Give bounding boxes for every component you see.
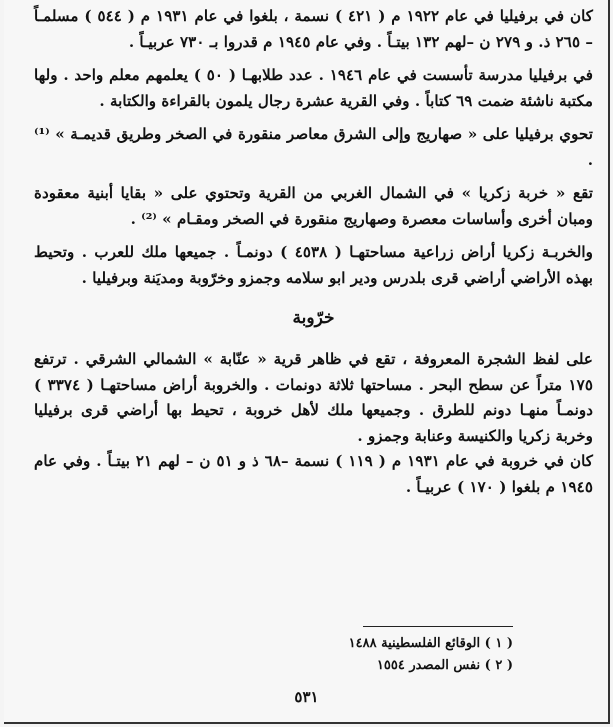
footnote-divider — [363, 626, 513, 627]
section-heading: خرّوبة — [292, 308, 335, 328]
paragraph-kharruba-location: على لفظ الشجرة المعروفة ، تقع في ظاهر قرية « عنّابة » الشمالي الشرقي . ترتفع ١٧٥ متراً عن سطح البحر . مساحتها ثلاثة دونمات . والخروبة أراض مساحتهـا ( ٣٣٧٤ ) دونمـاً منهـا دونم للطرق . وجميعها ملك لأهل خروبة ، تحيط بها أراضي قرى برفيليا وخربة زكريا والكنيسة وعنابة وجمزو . — [34, 350, 593, 445]
footnotes — [349, 633, 513, 677]
paragraph-khirbet-zakariya: تقع « خربة زكريا » في الشمال الغربي من القرية وتحتوي على « بقايا أبنية معقودة ومبان أخرى وأساسات معصرة وصهاريج منقورة في الصخر ومقـام » ⁽²⁾ . — [34, 184, 593, 228]
paragraph-kharruba-population: كان في خروبة في عام ١٩٣١ م ( ١١٩ ) نسمة –٦٨ ذ و ٥١ ن – لهم ٢١ بيتـاً . وفي عام ١٩٤٥ م بلغوا ( ١٧٠ ) عربيـاً . — [34, 452, 594, 496]
footnote-2: ( ٢ ) نفس المصدر ١٥٥٤ — [376, 658, 513, 673]
paragraph-cisterns: تحوي برفيليا على « صهاريج وإلى الشرق معاصر منقورة في الصخر وطريق قديمـة » ⁽¹⁾ . — [34, 125, 593, 169]
paragraph-population: كان في برفيليا في عام ١٩٢٢ م ( ٤٢١ ) نسمة ، بلغوا في عام ١٩٣١ م ( ٥٤٤ ) مسلمـاً – ٢٦٥ ذ. و ٢٧٩ ن –لهم ١٣٢ بيتـاً . وفي عام ١٩٤٥ م قدروا بـ ٧٣٠ عربيـاً . — [34, 7, 594, 51]
paragraph-school: في برفيليا مدرسة تأسست في عام ١٩٤٦ . عدد طلابهـا ( ٥٠ ) يعلمهم معلم واحد . ولها مكتبة ناشئة ضمت ٦٩ كتاباً . وفي القرية عشرة رجال يلمون بالقراءة والكتابة . — [34, 66, 593, 110]
paragraph-lands: والخربـة زكريا أراض زراعية مساحتهـا ( ٤٥٣٨ ) دونمـاً . جميعها ملك للعرب . وتحيط بهذه الأراضي أراضي قرى بلدرس ودير ابو سلامه وجمزو وخرّوبة ومديَنة وبرفيليا . — [34, 243, 593, 287]
footnote-1: ( ١ ) الوقائع الفلسطينية ١٤٨٨ — [348, 636, 513, 651]
page-number: ٥٣١ — [294, 688, 319, 706]
main-text — [34, 4, 593, 500]
